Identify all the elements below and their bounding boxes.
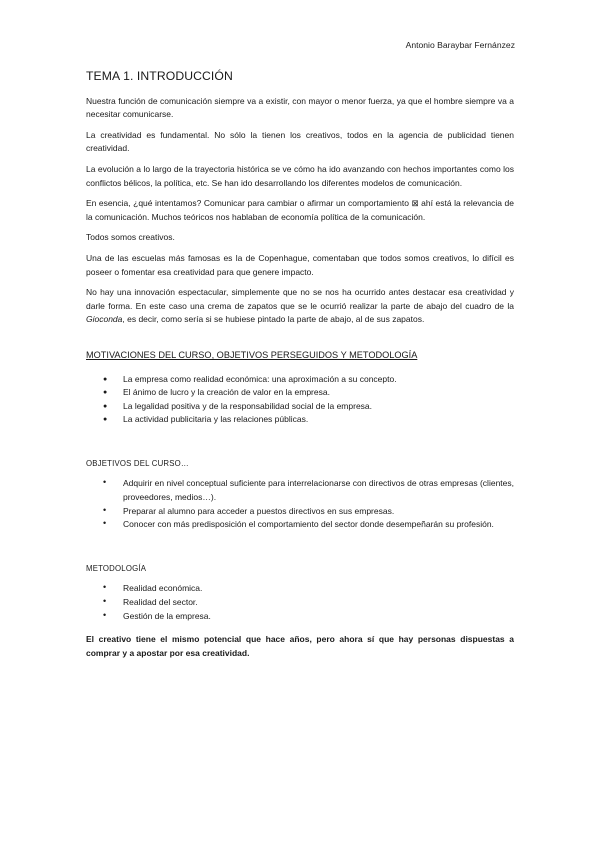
paragraph: En esencia, ¿qué intentamos? Comunicar para cambiar o afirmar un comportamiento ⊠ ahí está la relevancia de la comunicación. Muchos teóricos nos hablaban de economía política de la comunicación. [86,198,514,222]
list-item [86,596,514,610]
list-item-text: La empresa como realidad económica: una aproximación a su concepto. [123,373,397,384]
paragraph-gioconda [86,286,514,327]
paragraph: La creatividad es fundamental. No sólo la tienen los creativos, todos en la agencia de publicidad tienen creatividad. [86,129,514,154]
bullet-icon: • [103,609,107,620]
list-item-text: Conocer con más predisposición el comportamiento del sector donde desempeñarán su profesión. [123,519,494,530]
list-item [86,400,514,414]
document-title: TEMA 1. INTRODUCCIÓN [86,69,233,83]
italic-artwork-name: Gioconda [86,314,123,325]
list-item-text: Preparar al alumno para acceder a puestos directivos en sus empresas. [123,505,395,516]
list-item [86,477,514,504]
motivaciones-list [86,373,514,427]
bullet-icon: • [103,596,107,607]
list-item-text: Realidad económica. [123,583,203,594]
bullet-dot-icon: ● [103,389,108,397]
list-item-text: Adquirir en nivel conceptual suficiente para interrelacionarse con directivos de otras empresas (clientes, proveedores, medios…). [123,478,514,503]
objetivos-list [86,477,514,531]
paragraph: Una de las escuelas más famosas es la de Copenhague, comentaban que todos somos creativos, lo difícil es poseer o fomentar esa creatividad para que genere impacto. [86,252,514,277]
metodologia-list [86,582,514,623]
bullet-icon: • [103,582,107,593]
paragraph: La evolución a lo largo de la trayectoria histórica se ve cómo ha ido avanzando con hechos importantes como los conflictos bélicos, la política, etc. Se han ido desarrollando los diferentes modelos de comunicación. [86,163,514,188]
paragraph: Todos somos creativos. [86,232,175,243]
list-item-text: Gestión de la empresa. [123,610,211,621]
list-item-text: La legalidad positiva y de la responsabilidad social de la empresa. [123,400,373,411]
section-heading-metodologia: METODOLOGÍA [86,563,147,573]
bullet-dot-icon: ● [103,416,108,424]
bullet-dot-icon: ● [103,402,108,410]
list-item [86,413,514,427]
list-item-text: El ánimo de lucro y la creación de valor en la empresa. [123,387,330,398]
bullet-icon: • [103,477,107,488]
bullet-dot-icon: ● [103,375,108,383]
list-item-text: La actividad publicitaria y las relaciones públicas. [123,414,309,425]
list-item [86,518,514,532]
text-span: No hay una innovación espectacular, simplemente que no se nos ha ocurrido antes destacar esa creatividad y darle forma. En este caso una crema de zapatos que se le ocurrió realizar la parte de abajo del cuadro de la [86,287,514,311]
list-item [86,582,514,596]
bullet-icon: • [103,518,107,529]
document-content [86,70,514,667]
paragraph: Nuestra función de comunicación siempre va a existir, con mayor o menor fuerza, ya que el hombre siempre va a necesitar comunicarse. [86,95,514,120]
list-item [86,373,514,387]
section-heading-objetivos: OBJETIVOS DEL CURSO… [86,458,189,468]
list-item-text: Realidad del sector. [123,597,198,608]
list-item [86,386,514,400]
page-header-author: Antonio Baraybar Fernánzez [405,40,515,50]
closing-statement: El creativo tiene el mismo potencial que hace años, pero ahora sí que hay personas dispuestas a comprar y a apostar por esa creatividad. [86,634,514,658]
list-item [86,505,514,519]
text-span: , es decir, como sería si se hubiese pintado la parte de abajo, al de sus zapatos. [122,314,425,325]
bullet-icon: • [103,504,107,515]
section-heading-motivaciones: MOTIVACIONES DEL CURSO, OBJETIVOS PERSEGUIDOS Y METODOLOGÍA [86,349,418,360]
list-item [86,610,514,624]
